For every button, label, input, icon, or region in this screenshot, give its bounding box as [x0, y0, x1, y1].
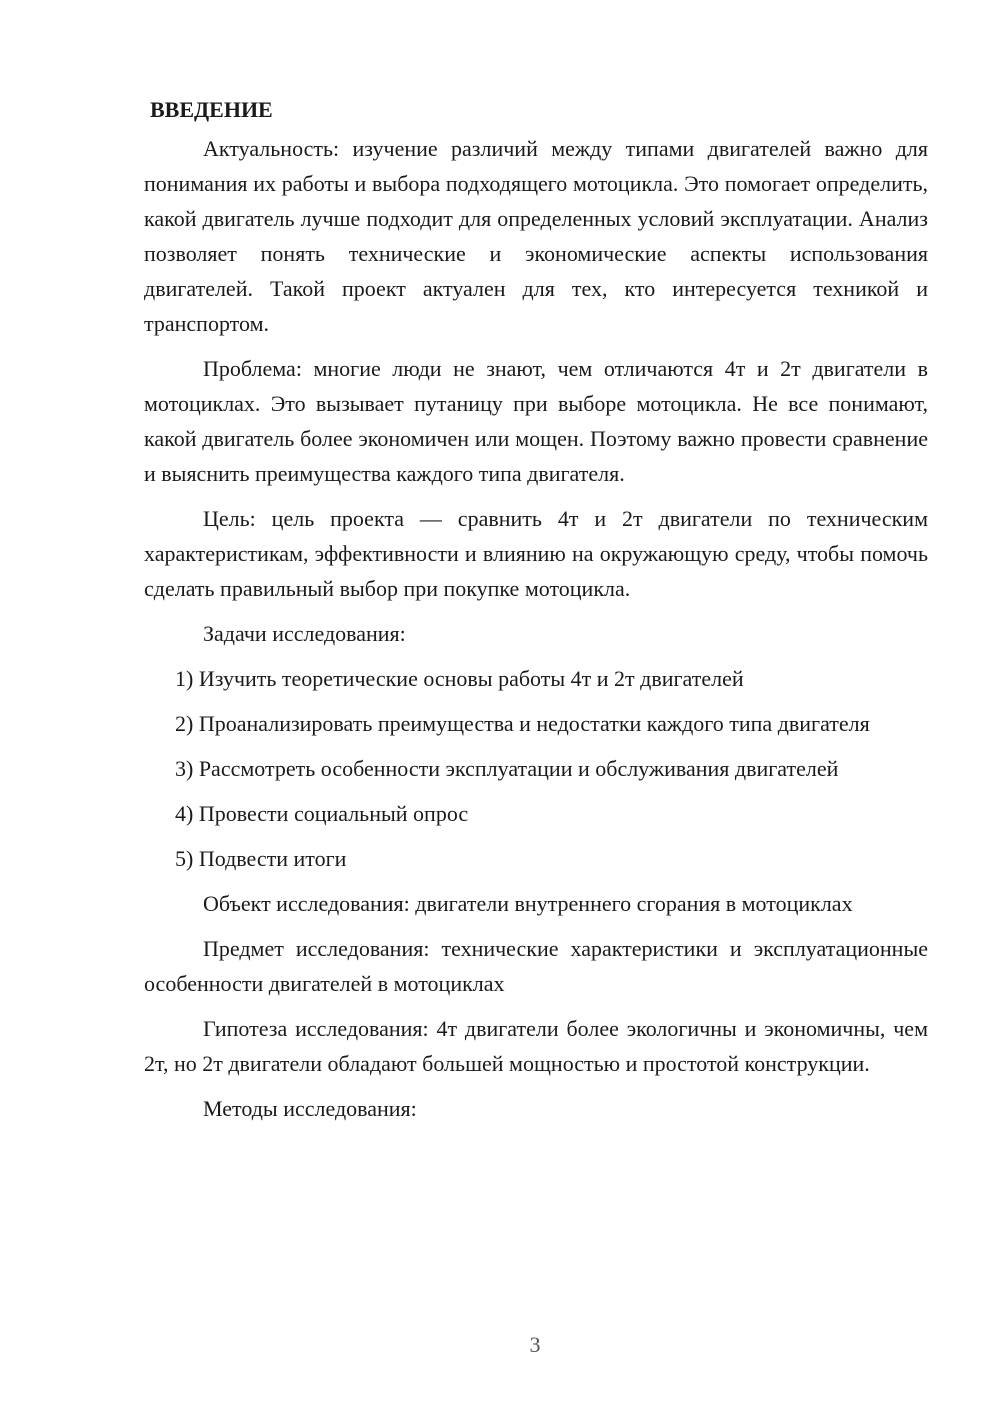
tasks-heading: Задачи исследования: — [203, 621, 406, 646]
document-title: ВВЕДЕНИЕ — [150, 97, 273, 122]
subject-paragraph: Предмет исследования: технические характеристики и эксплуатационные особенности двигателей в мотоциклах — [144, 936, 928, 996]
methods-heading: Методы исследования: — [203, 1096, 417, 1121]
list-item: 4) Провести социальный опрос — [175, 801, 469, 826]
goal-paragraph: Цель: цель проекта — сравнить 4т и 2т двигатели по техническим характеристикам, эффективности и влиянию на окружающую среду, чтобы помочь сделать правильный выбор при покупке мотоцикла. — [144, 506, 928, 601]
page-number: 3 — [529, 1332, 541, 1357]
list-item: 3) Рассмотреть особенности эксплуатации и обслуживания двигателей — [175, 756, 839, 781]
document-page — [144, 92, 928, 1136]
object-paragraph: Объект исследования: двигатели внутреннего сгорания в мотоциклах — [203, 891, 853, 916]
relevance-paragraph: Актуальность: изучение различий между типами двигателей важно для понимания их работы и выбора подходящего мотоцикла. Это помогает определить, какой двигатель лучше подходит для определенных условий эксплуатации. Анализ позволяет понять технические и экономические аспекты использования двигателей. Такой проект актуален для тех, кто интересуется техникой и транспортом. — [144, 136, 928, 336]
tasks-list — [144, 661, 928, 876]
list-item: 2) Проанализировать преимущества и недостатки каждого типа двигателя — [175, 711, 870, 736]
list-item: 1) Изучить теоретические основы работы 4т и 2т двигателей — [175, 666, 744, 691]
hypothesis-paragraph: Гипотеза исследования: 4т двигатели более экологичны и экономичны, чем 2т, но 2т двигатели обладают большей мощностью и простотой конструкции. — [144, 1016, 928, 1076]
list-item: 5) Подвести итоги — [175, 846, 347, 871]
problem-paragraph: Проблема: многие люди не знают, чем отличаются 4т и 2т двигатели в мотоциклах. Это вызывает путаницу при выборе мотоцикла. Не все понимают, какой двигатель более экономичен или мощен. Поэтому важно провести сравнение и выяснить преимущества каждого типа двигателя. — [144, 356, 928, 486]
